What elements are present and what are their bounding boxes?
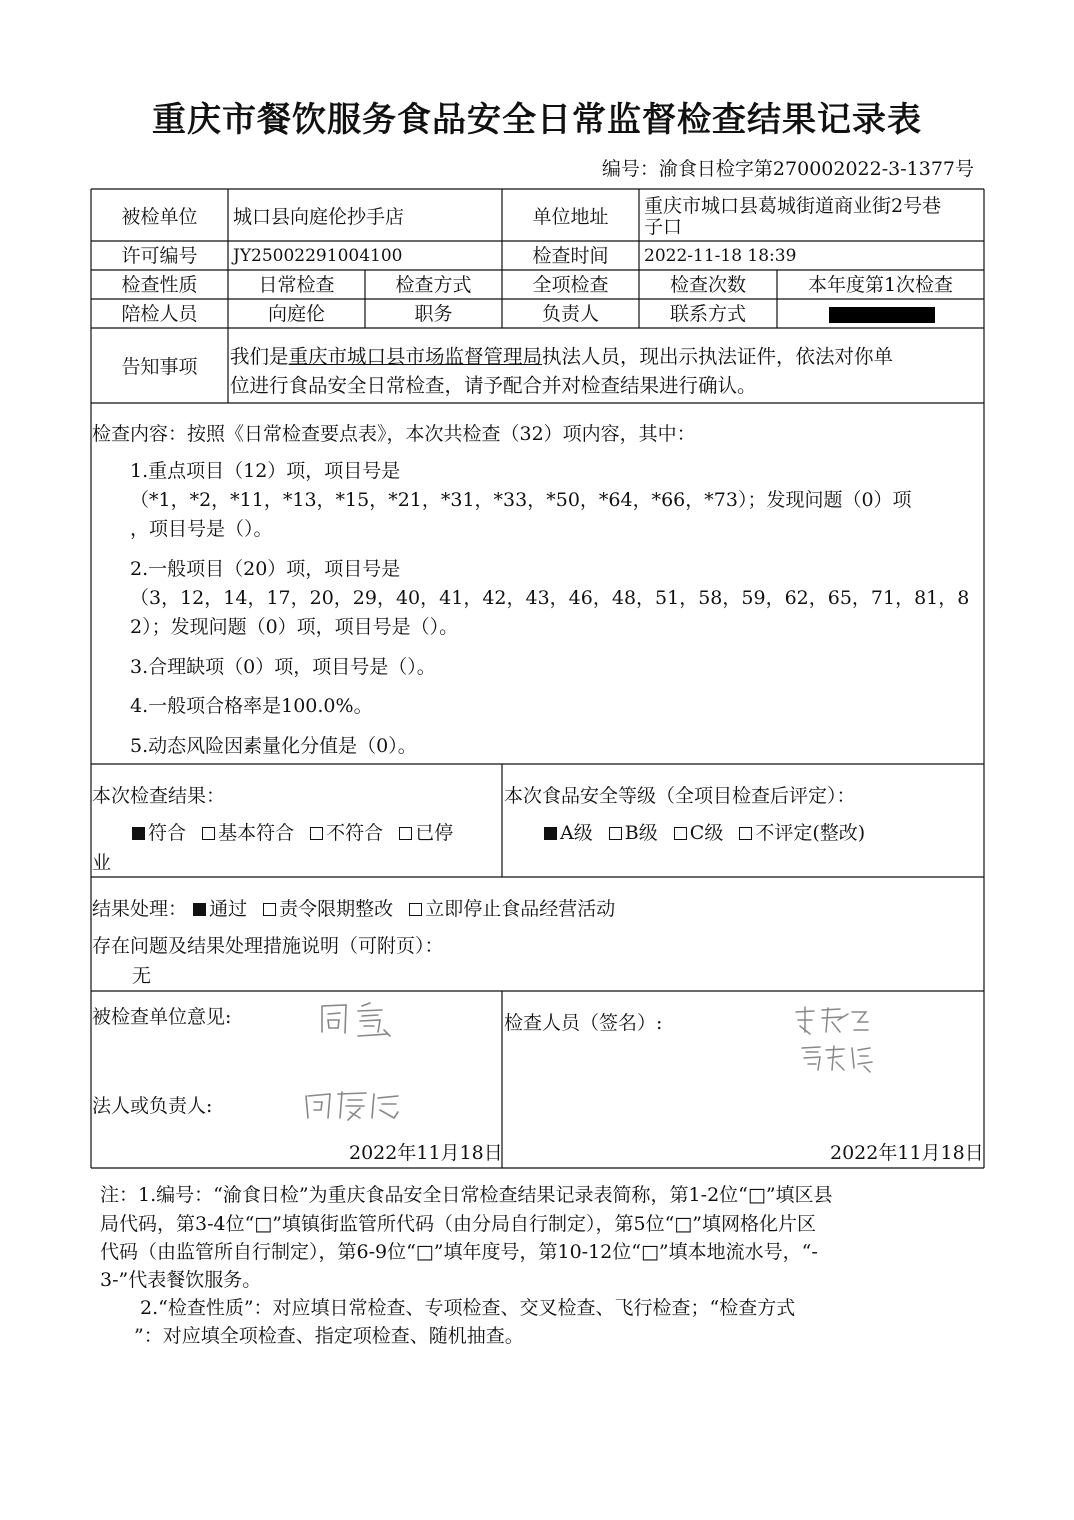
nature-label: 检查性质 bbox=[121, 274, 198, 296]
handling-option-pass[interactable]: 通过 bbox=[193, 898, 247, 920]
inspected-unit-value: 城口县向庭伦抄手店 bbox=[233, 206, 405, 228]
note-line-6: ”：对应填全项检查、指定项检查、随机抽查。 bbox=[134, 1325, 524, 1347]
pass-rate: 4.一般项合格率是100.0%。 bbox=[130, 695, 373, 717]
unit-opinion-label: 被检查单位意见: bbox=[92, 1006, 232, 1028]
address-label: 单位地址 bbox=[532, 206, 609, 228]
address-value-line1: 重庆市城口县葛城街道商业街2号巷 bbox=[644, 195, 942, 217]
position-label: 职务 bbox=[414, 303, 453, 325]
grade-label: 本次食品安全等级（全项目检查后评定）： bbox=[504, 785, 856, 807]
result-options bbox=[132, 821, 453, 845]
license-value: JY25002291004100 bbox=[233, 246, 403, 266]
notice-bureau: 重庆市城口县市场监督管理局 bbox=[288, 345, 543, 368]
handling-option-stop[interactable]: 立即停止食品经营活动 bbox=[409, 898, 615, 920]
checkbox-checked-icon bbox=[132, 827, 145, 840]
note-line-1: 注：1.编号：“渝食日检”为重庆食品安全日常检查结果记录表简称，第1-2位“□”填区县 bbox=[100, 1184, 833, 1206]
count-label: 检查次数 bbox=[669, 274, 746, 296]
handling-label: 结果处理： bbox=[92, 898, 188, 920]
notice-line1 bbox=[230, 345, 893, 369]
accompany-label: 陪检人员 bbox=[121, 303, 198, 325]
inspector-handwriting-2 bbox=[798, 1042, 874, 1074]
inspect-time-value: 2022-11-18 18:39 bbox=[644, 246, 797, 266]
notice-post: 执法人员，现出示执法证件，依法对你单 bbox=[542, 345, 894, 368]
note-line-3: 代码（由监管所自行制定），第6-9位“□”填年度号，第10-12位“□”填本地流水号，“- bbox=[100, 1241, 818, 1263]
reasonable-missing: 3.合理缺项（0）项，项目号是（）。 bbox=[130, 656, 436, 678]
checkbox-checked-icon bbox=[193, 903, 206, 916]
legal-rep-handwriting bbox=[302, 1088, 402, 1124]
handling-row bbox=[92, 897, 615, 921]
key-items-line3: ，项目号是（）。 bbox=[130, 518, 273, 540]
result-option-suspended-tail: 业 bbox=[92, 852, 112, 874]
contact-label: 联系方式 bbox=[669, 303, 746, 325]
checkbox-empty-icon bbox=[399, 827, 412, 840]
count-value: 本年度第1次检查 bbox=[807, 274, 954, 296]
key-items-line1: 1.重点项目（12）项，项目号是 bbox=[130, 460, 401, 482]
unit-opinion-handwriting bbox=[318, 1000, 398, 1040]
grade-option-not-rated[interactable]: 不评定(整改) bbox=[739, 822, 865, 844]
inspector-handwriting-1 bbox=[792, 1004, 870, 1038]
issues-label: 存在问题及结果处理措施说明（可附页）： bbox=[92, 935, 444, 957]
inspected-unit-label: 被检单位 bbox=[121, 206, 198, 228]
legal-rep-label: 法人或负责人: bbox=[92, 1095, 213, 1117]
position-value: 负责人 bbox=[541, 303, 599, 325]
right-sign-date: 2022年11月18日 bbox=[830, 1142, 984, 1164]
document-title: 重庆市餐饮服务食品安全日常监督检查结果记录表 bbox=[152, 100, 922, 140]
grade-option-b[interactable]: B级 bbox=[609, 822, 658, 844]
result-option-not-conform[interactable]: 不符合 bbox=[310, 822, 383, 844]
key-items-line2: （*1，*2，*11，*13，*15，*21，*31，*33，*50，*64，*66，*73）；发现问题（0）项 bbox=[130, 489, 912, 511]
general-items-line2: （3，12，14，17，20，29，40，41，42，43，46，48，51，58，59，62，65，71，81，8 bbox=[130, 587, 970, 609]
method-value: 全项检查 bbox=[532, 274, 609, 296]
note-line-5: 2.“检查性质”：对应填日常检查、专项检查、交叉检查、飞行检查；“检查方式 bbox=[140, 1297, 796, 1319]
note-line-2: 局代码，第3-4位“□”填镇街监管所代码（由分局自行制定），第5位“□”填网格化片区 bbox=[100, 1213, 816, 1235]
notice-pre: 我们是 bbox=[230, 345, 289, 368]
content-intro: 检查内容：按照《日常检查要点表》，本次共检查（32）项内容，其中： bbox=[92, 423, 696, 445]
handling-option-rectify[interactable]: 责令限期整改 bbox=[263, 898, 393, 920]
contact-redaction bbox=[829, 307, 935, 323]
document-number: 编号：渝食日检字第270002022-3-1377号 bbox=[601, 158, 974, 180]
checkbox-empty-icon bbox=[202, 827, 215, 840]
notice-label: 告知事项 bbox=[121, 356, 198, 378]
general-items-line3: 2）；发现问题（0）项，项目号是（）。 bbox=[130, 616, 459, 638]
issues-value: 无 bbox=[132, 965, 152, 987]
risk-score: 5.动态风险因素量化分值是（0）。 bbox=[130, 735, 417, 757]
general-items-line1: 2.一般项目（20）项，项目号是 bbox=[130, 558, 401, 580]
left-sign-date: 2022年11月18日 bbox=[349, 1142, 503, 1164]
note-line-4: 3-”代表餐饮服务。 bbox=[100, 1269, 262, 1291]
checkbox-checked-icon bbox=[544, 827, 557, 840]
result-option-suspended[interactable]: 已停 bbox=[399, 822, 453, 844]
checkbox-empty-icon bbox=[310, 827, 323, 840]
checkbox-empty-icon bbox=[409, 903, 422, 916]
accompany-value: 向庭伦 bbox=[267, 303, 325, 325]
checkbox-empty-icon bbox=[739, 827, 752, 840]
address-value-line2: 子口 bbox=[644, 216, 683, 238]
inspector-label: 检查人员（签名）: bbox=[504, 1012, 663, 1034]
grade-options bbox=[544, 821, 865, 845]
result-label: 本次检查结果： bbox=[92, 785, 226, 807]
method-label: 检查方式 bbox=[395, 274, 472, 296]
result-option-conform[interactable]: 符合 bbox=[132, 822, 186, 844]
result-option-basic-conform[interactable]: 基本符合 bbox=[202, 822, 294, 844]
grade-option-c[interactable]: C级 bbox=[674, 822, 724, 844]
notice-line2: 位进行食品安全日常检查，请予配合并对检查结果进行确认。 bbox=[230, 374, 757, 397]
nature-value: 日常检查 bbox=[258, 274, 335, 296]
grade-option-a[interactable]: A级 bbox=[544, 822, 593, 844]
license-label: 许可编号 bbox=[121, 245, 198, 267]
checkbox-empty-icon bbox=[263, 903, 276, 916]
checkbox-empty-icon bbox=[674, 827, 687, 840]
checkbox-empty-icon bbox=[609, 827, 622, 840]
inspect-time-label: 检查时间 bbox=[532, 245, 609, 267]
